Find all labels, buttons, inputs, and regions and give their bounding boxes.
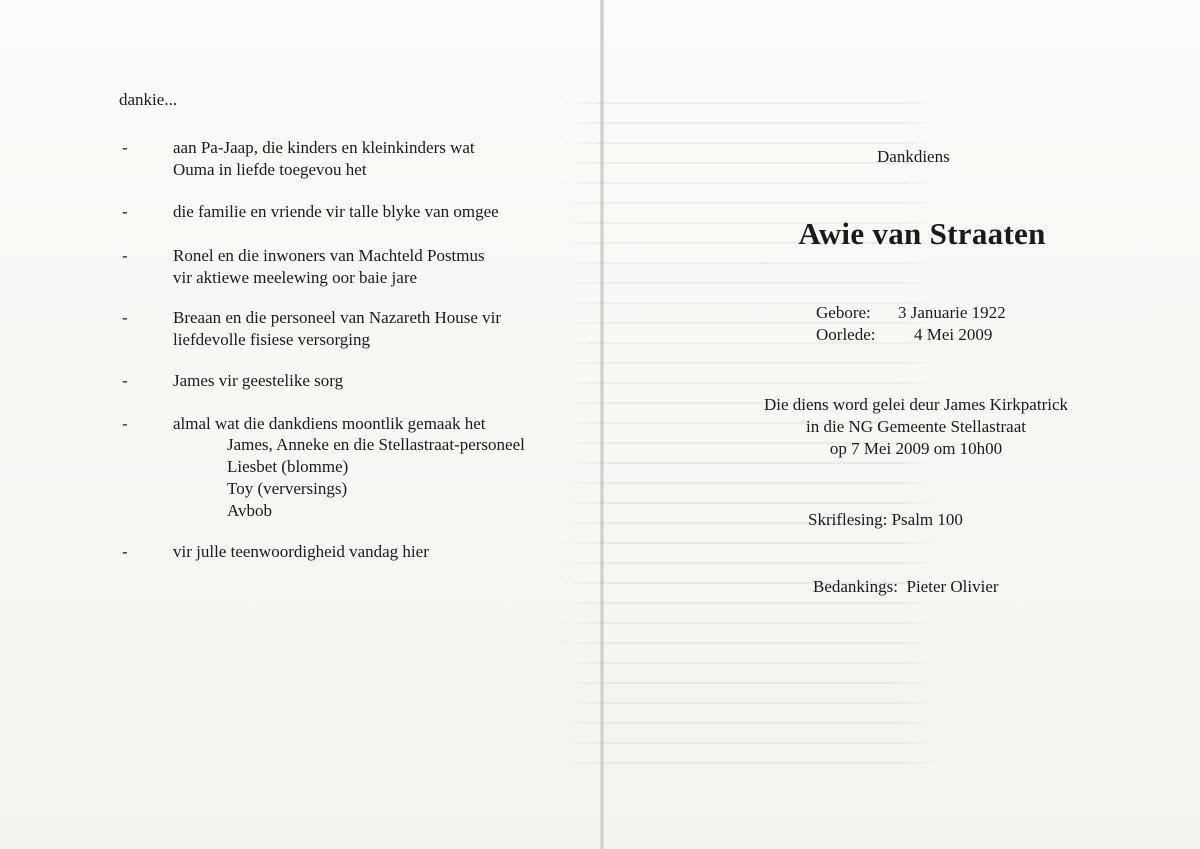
sub-item: James, Anneke en die Stellastraat-personeel [227,435,525,454]
item-line: almal wat die dankdiens moontlik gemaak het [173,414,486,433]
item-line: vir aktiewe meelewing oor baie jare [173,268,418,287]
item-line: Breaan en die personeel van Nazareth House vir [173,308,502,327]
born-row [816,302,1006,324]
heading: Dankdiens [877,147,950,166]
sub-item: Liesbet (blomme) [227,457,349,476]
died-date: 4 Mei 2009 [914,325,993,344]
item-line: liefdevolle fisiese versorging [173,330,371,349]
bullet: - [122,414,128,433]
item-line: Ronel en die inwoners van Machteld Postmus [173,246,485,265]
thanks-name: Pieter Olivier [906,577,999,596]
service-line: Die diens word gelei deur James Kirkpatrick [763,395,1069,414]
thanks-row [813,576,999,598]
bullet: - [122,371,128,390]
thanks-intro: dankie... [119,90,178,109]
item-line: Ouma in liefde toegevou het [173,160,367,179]
item-line: die familie en vriende vir talle blyke van omgee [173,202,499,221]
deceased-name: Awie van Straaten [798,216,1046,251]
bullet: - [122,542,128,561]
died-row [816,324,992,346]
item-line: aan Pa-Jaap, die kinders en kleinkinders wat [173,138,475,157]
died-label: Oorlede: [816,325,876,344]
item-line: James vir geestelike sorg [173,371,344,390]
bullet: - [122,202,128,221]
item-line: vir julle teenwoordigheid vandag hier [173,542,429,561]
born-label: Gebore: [816,303,871,322]
thanks-label: Bedankings: [813,577,898,596]
bullet: - [122,308,128,327]
service-line: op 7 Mei 2009 om 10h00 [829,439,1003,458]
scripture-reading: Skriflesing: Psalm 100 [808,510,963,529]
sub-item: Avbob [227,501,273,520]
sub-item: Toy (verversings) [227,479,348,498]
born-date: 3 Januarie 1922 [898,303,1006,322]
service-line: in die NG Gemeente Stellastraat [806,417,1026,436]
bullet: - [122,138,128,157]
bullet: - [122,246,128,265]
